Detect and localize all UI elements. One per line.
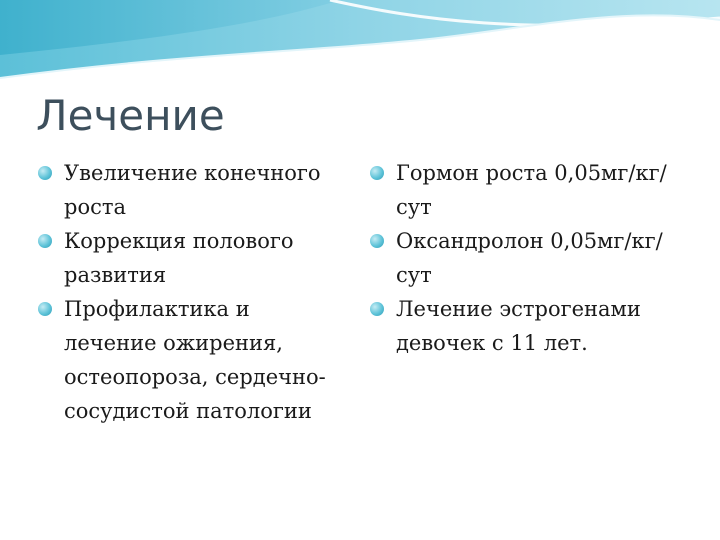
list-item-text: Гормон роста 0,05мг/кг/сут (396, 161, 667, 219)
list-item (368, 156, 698, 224)
bullet-dot-icon (38, 166, 52, 180)
list-item-text: Коррекция полового развития (64, 229, 294, 287)
list-item (368, 224, 698, 292)
bullet-dot-icon (38, 234, 52, 248)
bullet-dot-icon (370, 302, 384, 316)
bullet-dot-icon (370, 166, 384, 180)
left-bullet-list (36, 156, 336, 428)
right-bullet-list (368, 156, 698, 360)
list-item-text: Лечение эстрогенами девочек с 11 лет. (396, 297, 641, 355)
bullet-dot-icon (38, 302, 52, 316)
list-item-text: Увеличение конечного роста (64, 161, 321, 219)
list-item (368, 292, 698, 360)
list-item-text: Оксандролон 0,05мг/кг/сут (396, 229, 663, 287)
list-item (36, 292, 336, 428)
list-item (36, 224, 336, 292)
list-item (36, 156, 336, 224)
bullet-dot-icon (370, 234, 384, 248)
header-wave-decoration (0, 0, 720, 80)
slide-title: Лечение (36, 91, 225, 140)
list-item-text: Профилактика и лечение ожирения, остеопороза, сердечно-сосудистой патологии (64, 297, 326, 423)
